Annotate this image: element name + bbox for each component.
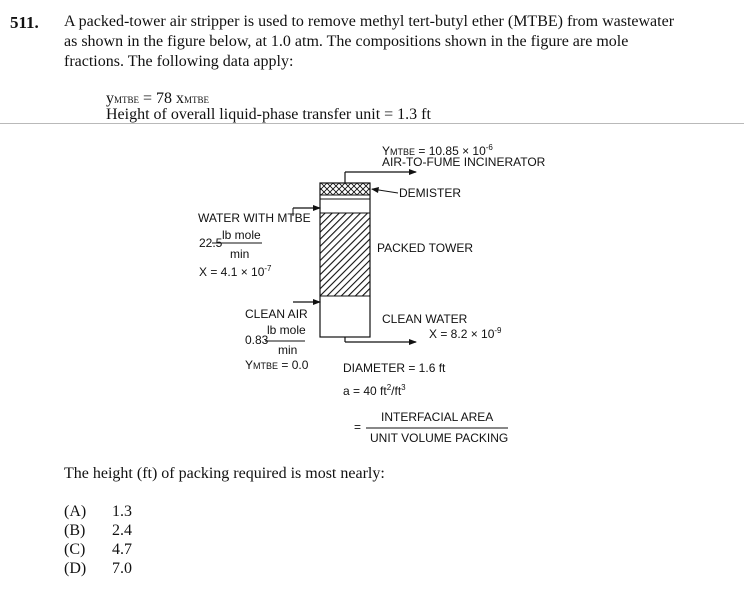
air-inlet-title: CLEAN AIR: [245, 307, 308, 321]
problem-stem-line-2: as shown in the figure below, at 1.0 atm. The compositions shown in the figure are mole: [64, 33, 629, 50]
equilibrium-relation: yMTBE = 78 xMTBE: [106, 90, 210, 107]
air-inlet-flow-denominator: min: [278, 343, 298, 357]
water-inlet-title: WATER WITH MTBE: [198, 211, 311, 225]
choice-c-letter[interactable]: (C): [64, 541, 86, 558]
specific-area-numerator: INTERFACIAL AREA: [381, 410, 494, 424]
demister-mesh: [320, 183, 370, 195]
packed-tower-label: PACKED TOWER: [377, 241, 474, 255]
choice-b-letter[interactable]: (B): [64, 522, 86, 539]
packing-bed: [320, 213, 370, 296]
htu-statement: Height of overall liquid-phase transfer unit = 1.3 ft: [106, 106, 431, 123]
specific-area-denominator: UNIT VOLUME PACKING: [370, 431, 509, 445]
problem-stem-line-3: fractions. The following data apply:: [64, 53, 294, 70]
water-inlet-composition: $X = 4.1 \times 10^{-7}$: [199, 264, 272, 279]
water-outlet-title: CLEAN WATER: [382, 312, 468, 326]
air-inlet-composition: YMTBE = 0.0: [245, 358, 309, 372]
choice-d-value[interactable]: 7.0: [112, 560, 132, 577]
water-outlet-arrowhead: [409, 339, 417, 345]
top-outlet-destination: AIR-TO-FUME INCINERATOR: [382, 155, 546, 169]
water-inlet-flow-value: 22.5: [199, 236, 223, 250]
problem-number: 511.: [10, 13, 39, 32]
top-outlet-composition: YMTBE = $10.85 \times 10^{-6}$: [382, 143, 493, 158]
water-inlet-flow-denominator: min: [230, 247, 250, 261]
choice-c-value[interactable]: 4.7: [112, 541, 132, 558]
air-inlet-flow-value: 0.83: [245, 333, 269, 347]
air-inlet-flow-numerator: lb mole: [267, 323, 306, 337]
choice-b-value[interactable]: 2.4: [112, 522, 132, 539]
choice-d-letter[interactable]: (D): [64, 560, 87, 577]
choice-a-letter[interactable]: (A): [64, 503, 87, 520]
specific-area-equals: =: [354, 420, 362, 434]
problem-stem-line-1: A packed-tower air stripper is used to remove methyl tert-butyl ether (MTBE) from wastewater: [64, 13, 675, 30]
water-inlet-flow-numerator: lb mole: [222, 228, 261, 242]
water-outlet-composition: $X = 8.2 \times 10^{-9}$: [429, 326, 502, 341]
diameter-spec: DIAMETER = 1.6 ft: [343, 361, 446, 375]
top-outlet-arrowhead: [409, 169, 417, 175]
demister-pointer-arrowhead: [371, 187, 379, 193]
choice-a-value[interactable]: 1.3: [112, 503, 132, 520]
question-text: The height (ft) of packing required is most nearly:: [64, 465, 385, 482]
demister-label: DEMISTER: [399, 186, 462, 200]
specific-area-spec: a = 40 $ft^2/ft^3$: [343, 383, 406, 398]
